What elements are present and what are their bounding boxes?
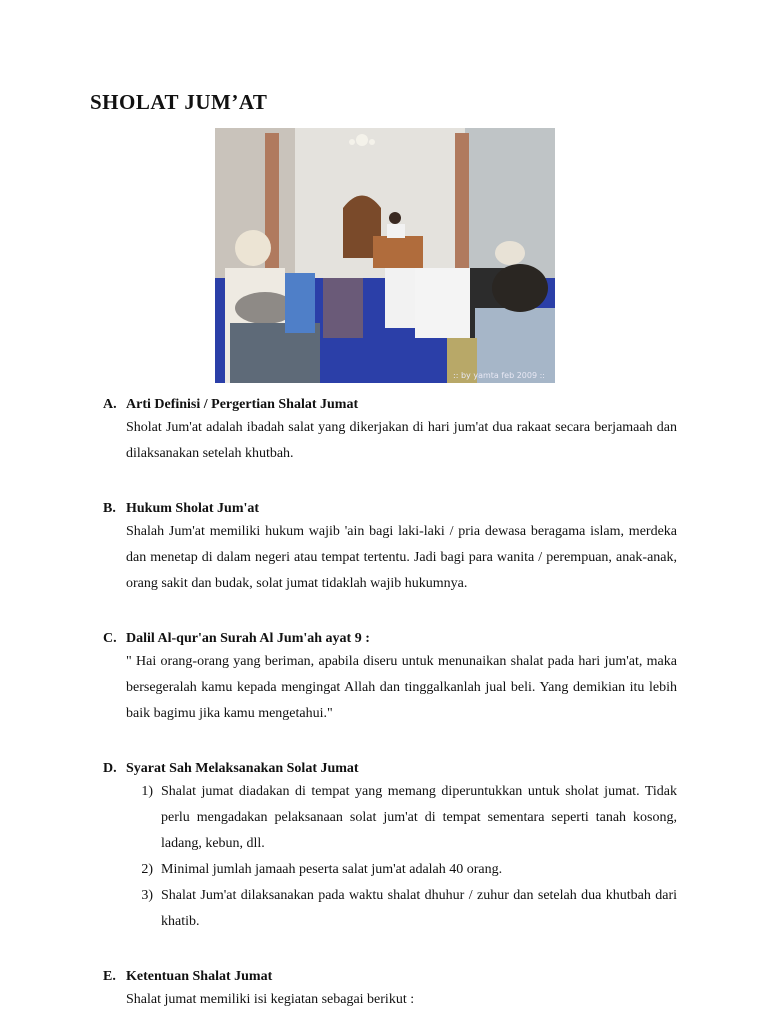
mosque-photo-illustration (215, 128, 555, 383)
section-letter: B. (103, 501, 116, 516)
section-title: Arti Definisi / Pergertian Shalat Jumat (126, 397, 359, 412)
mosque-photo (215, 128, 555, 383)
section-body: Shalah Jum'at memiliki hukum wajib 'ain bagi laki-laki / pria dewasa beragama islam, merdeka dan menetap di dalam negeri atau tempat tertentu. Jadi bagi para wanita / perempuan, anak-anak, orang sakit dan budak, solat jumat tidaklah wajib hukumnya. (126, 524, 677, 591)
section-b (103, 499, 677, 597)
section-title: Hukum Sholat Jum'at (126, 501, 260, 516)
section-heading (103, 499, 677, 519)
section-letter: C. (103, 631, 117, 646)
list-item (103, 883, 677, 935)
list-item (103, 857, 677, 883)
section-title: Syarat Sah Melaksanakan Solat Jumat (126, 761, 359, 776)
section-d (103, 759, 677, 935)
section-c (103, 629, 677, 727)
section-heading (103, 629, 677, 649)
section-letter: A. (103, 397, 117, 412)
section-body: " Hai orang-orang yang beriman, apabila diseru untuk menunaikan shalat pada hari jum'at, maka bersegeralah kamu kepada mengingat Allah dan tinggalkanlah jual beli. Yang demikian itu lebih baik bagimu jika kamu mengetahui." (126, 654, 677, 721)
list-item (103, 779, 677, 857)
section-letter: E. (103, 969, 116, 984)
requirements-list (103, 779, 677, 935)
section-letter: D. (103, 761, 117, 776)
section-heading (103, 967, 677, 987)
section-title: Ketentuan Shalat Jumat (126, 969, 273, 984)
section-e (103, 967, 677, 1013)
section-heading (103, 395, 677, 415)
list-number: 3) (141, 888, 153, 903)
list-number: 2) (141, 862, 153, 877)
list-text: Shalat jumat diadakan di tempat yang memang diperuntukkan untuk sholat jumat. Tidak perlu mengadakan pelaksanaan solat jum'at di tempat sementara seperti tanah kosong, ladang, kebun, dll. (161, 784, 677, 851)
section-title: Dalil Al-qur'an Surah Al Jum'ah ayat 9 : (126, 631, 370, 646)
section-body: Sholat Jum'at adalah ibadah salat yang dikerjakan di hari jum'at dua rakaat secara berjamaah dan dilaksanakan setelah khutbah. (126, 420, 677, 461)
list-text: Minimal jumlah jamaah peserta salat jum'at adalah 40 orang. (161, 862, 503, 877)
list-number: 1) (141, 784, 153, 799)
page-title: SHOLAT JUM’AT (90, 90, 268, 114)
list-text: Shalat Jum'at dilaksanakan pada waktu shalat dhuhur / zuhur dan setelah dua khutbah dari khatib. (161, 888, 677, 929)
photo-caption: :: by yamta feb 2009 :: (453, 371, 545, 380)
section-intro: Shalat jumat memiliki isi kegiatan sebagai berikut : (126, 992, 415, 1007)
section-a (103, 395, 677, 467)
section-heading (103, 759, 677, 779)
